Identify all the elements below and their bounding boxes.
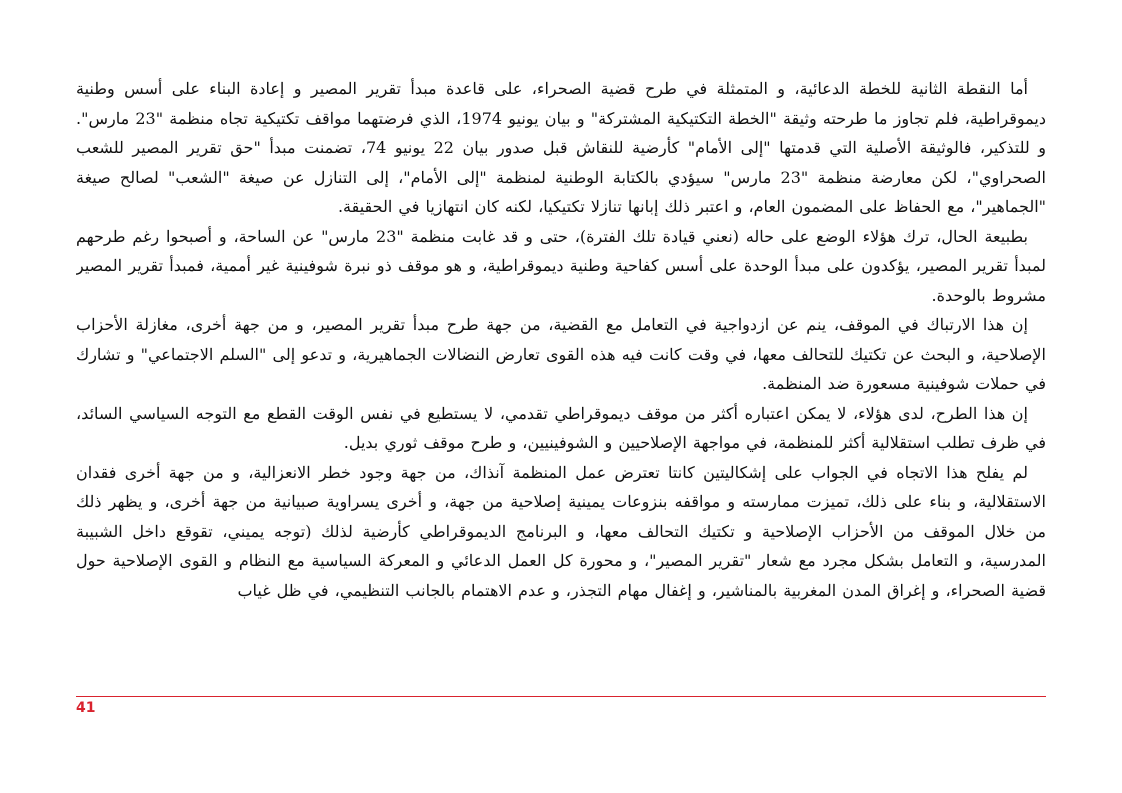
page-body — [76, 74, 1046, 674]
page-number: 41 — [76, 700, 96, 716]
paragraph-5: لم يفلح هذا الاتجاه في الجواب على إشكاليتين كانتا تعترض عمل المنظمة آنذاك، من جهة وجود خطر الانعزالية، و من جهة أخرى فقدان الاستقلالية، و بناء على ذلك، تميزت ممارسته و مواقفه بنزوعات يمينية إصلاحية من جهة، و أخرى يسراوية صبيانية من جهة أخرى، و يظهر ذلك من خلال الموقف من الأحزاب الإصلاحية و تكتيك التحالف معها، و البرنامج الديموقراطي كأرضية لذلك (توجه يميني، تقوقع داخل الشبيبة المدرسية، و التعامل بشكل مجرد مع شعار "تقرير المصير"، و محورة كل العمل الدعائي و المعركة السياسية مع النظام و القوى الإصلاحية حول قضية الصحراء، و إغراق المدن المغربية بالمناشير، و إغفال مهام التجذر، و عدم الاهتمام بالجانب التنظيمي، في ظل غياب — [76, 462, 1046, 600]
paragraph-4: إن هذا الطرح، لدى هؤلاء، لا يمكن اعتباره أكثر من موقف ديموقراطي تقدمي، لا يستطيع في نفس الوقت القطع مع التوجه السياسي السائد، في ظرف تطلب استقلالية أكثر للمنظمة، في مواجهة الإصلاحيين و الشوفينيين، و طرح موقف ثوري بديل. — [76, 403, 1046, 452]
paragraph-3: إن هذا الارتباك في الموقف، ينم عن ازدواجية في التعامل مع القضية، من جهة طرح مبدأ تقرير المصير، و من جهة أخرى، مغازلة الأحزاب الإصلاحية، و البحث عن تكتيك للتحالف معها، في وقت كانت فيه هذه القوى تعارض النضالات الجماهيرية، و تدعو إلى "السلم الاجتماعي" و تشارك في حملات شوفينية مسعورة ضد المنظمة. — [76, 315, 1046, 393]
paragraph-1: أما النقطة الثانية للخطة الدعائية، و المتمثلة في طرح قضية الصحراء، على قاعدة مبدأ تقرير المصير و إعادة البناء على أسس وطنية ديموقراطية، فلم تجاوز ما طرحته وثيقة "الخطة التكتيكية المشتركة" و بيان يونيو 1974، الذي فرضتهما مواقف تكتيكية تجاه منظمة "23 مارس". و للتذكير، فالوثيقة الأصلية التي قدمتها "إلى الأمام" كأرضية للنقاش قبل صدور بيان 22 يونيو 74، تضمنت مبدأ "حق تقرير المصير للشعب الصحراوي"، لكن معارضة منظمة "23 مارس" سيؤدي بالكتابة الوطنية لمنظمة "إلى الأمام"، إلى التنازل عن صيغة "الشعب" لصالح صيغة "الجماهير"، مع الحفاظ على المضمون العام، و اعتبر ذلك إبانها تنازلا تكتيكيا، لكنه كان انتهازيا في الحقيقة. — [76, 79, 1046, 216]
paragraph-2: بطبيعة الحال، ترك هؤلاء الوضع على حاله (نعني قيادة تلك الفترة)، حتى و قد غابت منظمة "23 مارس" عن الساحة، و أصبحوا رغم طرحهم لمبدأ تقرير المصير، يؤكدون على مبدأ الوحدة على أسس كفاحية وطنية ديموقراطية، و هو موقف ذو نبرة شوفينية غير أممية، فمبدأ تقرير المصير مشروط بالوحدة. — [76, 226, 1046, 305]
footer-rule — [76, 696, 1046, 697]
